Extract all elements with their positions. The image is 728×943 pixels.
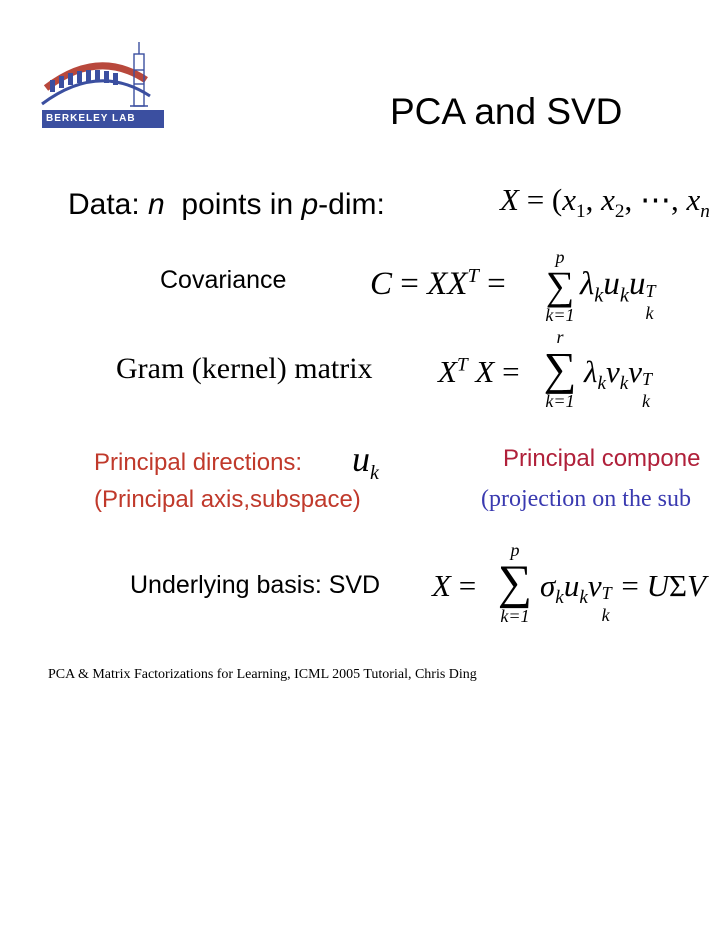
berkeley-lab-logo <box>38 40 170 132</box>
cov-sum-bottom: k=1 <box>545 305 575 325</box>
svd-eq: = <box>450 568 484 603</box>
svd-sum <box>492 541 538 625</box>
cov-XX: XX <box>427 266 468 302</box>
cov-u1: u <box>603 266 620 302</box>
cov-uT: T <box>645 281 656 301</box>
cov-C: C <box>370 266 393 302</box>
projection-label: (projection on the sub <box>481 486 691 512</box>
data-formula-xn: x <box>686 182 701 217</box>
footer-citation: PCA & Matrix Factorizations for Learning, ICML 2005 Tutorial, Chris Ding <box>48 667 477 682</box>
svd-sigma: σ <box>540 568 556 603</box>
principal-components-label: Principal compone <box>503 445 701 472</box>
gram-vT: T <box>642 369 653 389</box>
data-suffix: -dim: <box>318 188 385 221</box>
cov-lambda: λ <box>580 266 595 302</box>
data-formula-eq: = ( <box>518 182 563 217</box>
gram-sum-top: r <box>556 327 564 347</box>
covariance-rhs <box>580 266 657 323</box>
cov-T: T <box>467 265 479 287</box>
svd-v: v <box>587 568 602 603</box>
principal-axis-label: (Principal axis,subspace) <box>94 486 361 513</box>
svd-U: U <box>646 568 669 603</box>
svd-label: Underlying basis: SVD <box>130 571 381 599</box>
gram-X1: X <box>438 354 457 389</box>
data-p: p <box>301 188 319 221</box>
principal-directions-label: Principal directions: <box>94 449 303 476</box>
svd-u: u <box>563 568 580 603</box>
logo-text: BERKELEY LAB <box>46 113 136 124</box>
gram-k3: k <box>642 391 651 411</box>
gram-k2: k <box>619 373 629 395</box>
gram-sum-symbol: ∑ <box>543 343 577 394</box>
svd-Sigma: Σ <box>669 568 688 603</box>
svd-sum-top: p <box>510 540 520 560</box>
data-prefix: Data: <box>68 188 149 221</box>
data-formula-sub1: 1 <box>576 201 586 223</box>
gram-lambda: λ <box>584 354 598 389</box>
principal-directions-symbol <box>352 439 379 485</box>
cov-sum-top: p <box>555 247 565 267</box>
gram-lhs <box>438 356 527 387</box>
data-line-text <box>68 190 385 220</box>
gram-sum-bottom: k=1 <box>545 391 575 411</box>
covariance-sum <box>540 248 580 324</box>
svd-V: V <box>687 568 706 603</box>
pd-u: u <box>352 439 370 479</box>
cov-eq2: = <box>478 266 514 302</box>
data-middle: points in <box>164 188 302 221</box>
covariance-lhs <box>370 265 514 302</box>
data-formula-x1: x <box>562 182 577 217</box>
svd-eq2: = <box>613 568 647 603</box>
gram-v2: v <box>628 354 643 389</box>
pd-k: k <box>370 462 379 485</box>
data-formula: $X = (x_1$, $x_2$, ⋯, $x_n$ <box>500 182 710 223</box>
svd-k1: k <box>555 587 564 609</box>
gram-rhs <box>584 354 654 411</box>
gram-label: Gram (kernel) matrix <box>116 352 373 385</box>
covariance-label: Covariance <box>160 266 287 294</box>
gram-X2: X <box>475 354 495 389</box>
cov-eq1: = <box>392 266 428 302</box>
svd-sum-symbol: ∑ <box>497 556 533 609</box>
slide-title: PCA and SVD <box>390 91 623 132</box>
data-formula-dots: ⋯ <box>640 182 671 217</box>
cov-u2: u <box>628 266 646 302</box>
cov-k2: k <box>619 284 629 307</box>
svd-rhs <box>540 568 706 625</box>
data-n: n <box>148 188 165 221</box>
svd-k2: k <box>579 587 588 609</box>
cov-k3: k <box>645 303 654 323</box>
gram-k1: k <box>597 373 606 395</box>
svd-X: X <box>432 568 451 603</box>
svd-T: T <box>601 583 612 603</box>
svd-lhs <box>432 570 484 601</box>
data-formula-X: X <box>500 182 519 217</box>
gram-T: T <box>456 354 468 376</box>
svd-sum-bottom: k=1 <box>500 606 530 626</box>
data-formula-x2: x <box>601 182 615 217</box>
svd-k3: k <box>601 605 610 625</box>
data-formula-subn: n <box>700 201 710 223</box>
data-formula-sub2: 2 <box>614 201 625 223</box>
cov-sum-symbol: ∑ <box>545 263 575 308</box>
gram-eq: = <box>494 354 528 389</box>
cov-k1: k <box>594 284 604 307</box>
gram-v1: v <box>605 354 620 389</box>
gram-sum <box>538 328 582 410</box>
